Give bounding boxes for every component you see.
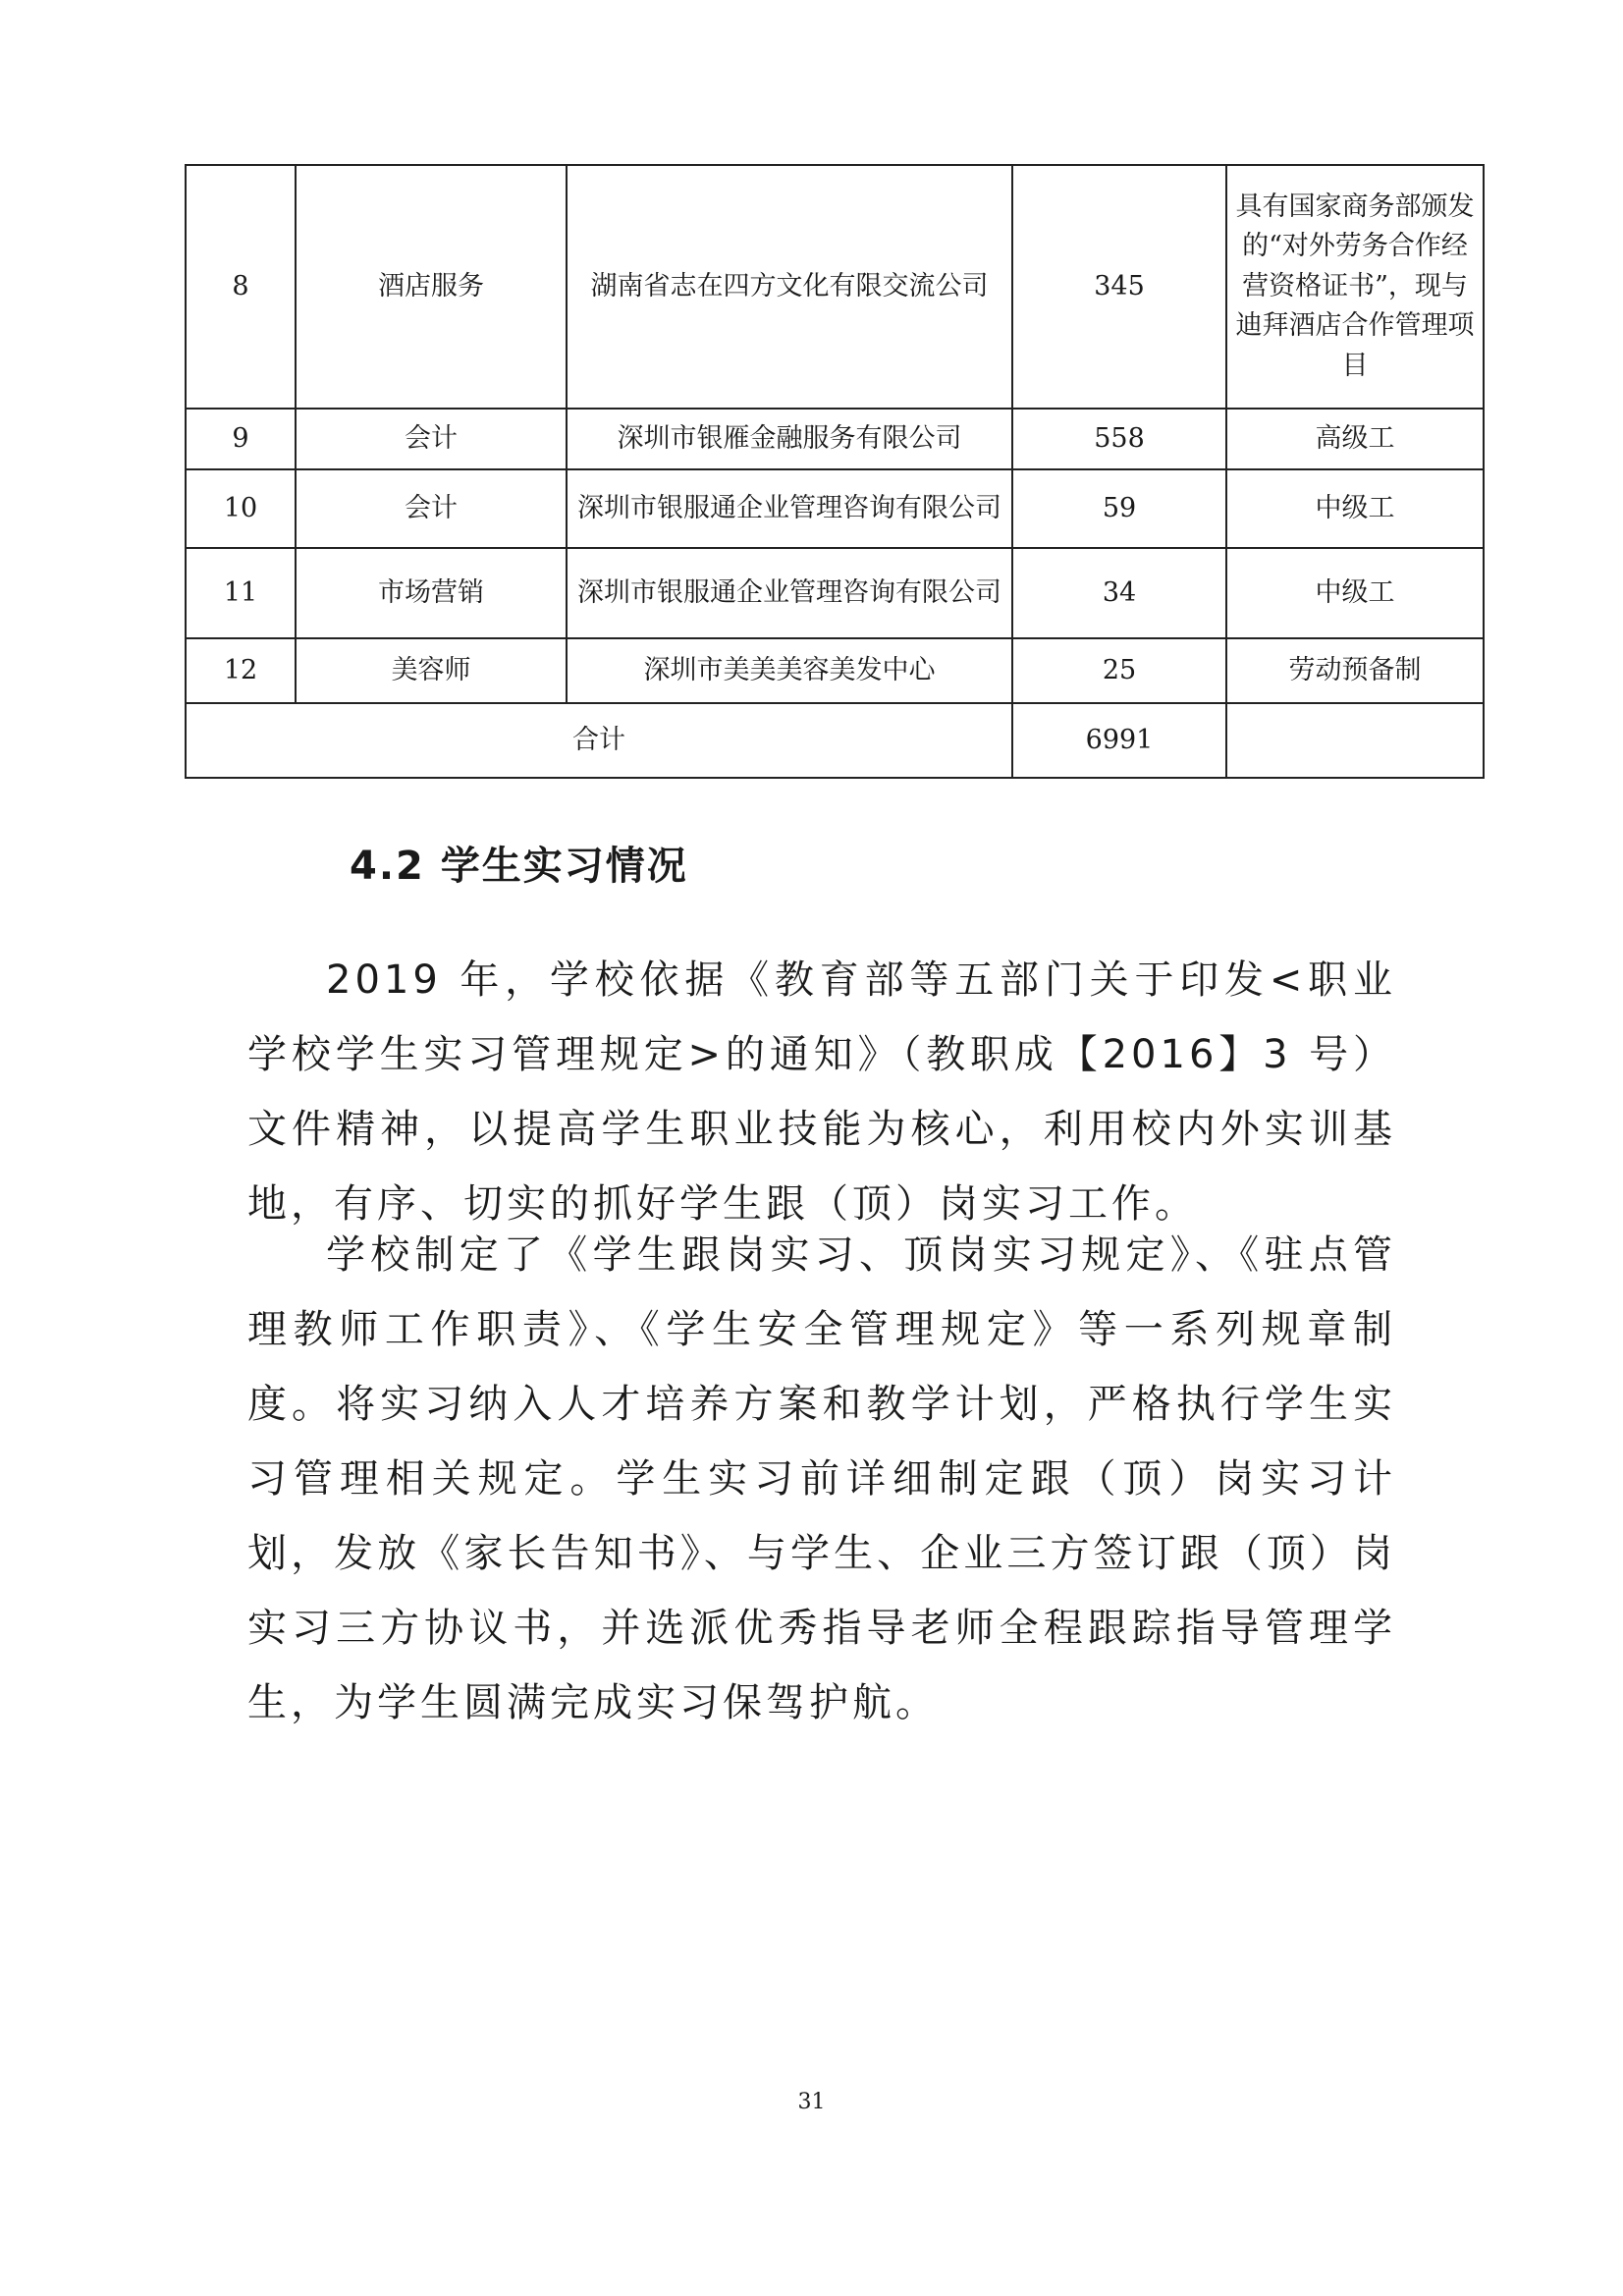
row-remark: 具有国家商务部颁发的“对外劳务合作经营资格证书”，现与迪拜酒店合作管理项目 bbox=[1226, 165, 1484, 409]
row-major: 会计 bbox=[296, 409, 567, 469]
row-company: 深圳市美美美容美发中心 bbox=[567, 638, 1012, 703]
table-row bbox=[186, 548, 1484, 638]
row-major: 市场营销 bbox=[296, 548, 567, 638]
row-major: 会计 bbox=[296, 469, 567, 548]
table-row bbox=[186, 165, 1484, 409]
row-count: 59 bbox=[1012, 469, 1226, 548]
total-label: 合计 bbox=[186, 703, 1012, 778]
row-remark: 劳动预备制 bbox=[1226, 638, 1484, 703]
total-count: 6991 bbox=[1012, 703, 1226, 778]
table-row bbox=[186, 638, 1484, 703]
table-row bbox=[186, 469, 1484, 548]
row-company: 湖南省志在四方文化有限交流公司 bbox=[567, 165, 1012, 409]
row-number: 10 bbox=[186, 469, 296, 548]
row-remark: 中级工 bbox=[1226, 469, 1484, 548]
row-count: 25 bbox=[1012, 638, 1226, 703]
section-heading: 4.2 学生实习情况 bbox=[350, 844, 688, 889]
row-number: 12 bbox=[186, 638, 296, 703]
paragraph-1: 2019 年，学校依据《教育部等五部门关于印发<职业学校学生实习管理规定>的通知》（教职成【2016】3 号）文件精神，以提高学生职业技能为核心，利用校内外实训基地，有序、切实的抓好学生跟（顶）岗实习工作。 bbox=[247, 957, 1396, 1227]
page-number: 31 bbox=[797, 2090, 826, 2114]
row-remark: 高级工 bbox=[1226, 409, 1484, 469]
row-number: 11 bbox=[186, 548, 296, 638]
row-remark: 中级工 bbox=[1226, 548, 1484, 638]
row-count: 558 bbox=[1012, 409, 1226, 469]
placement-table bbox=[185, 164, 1485, 779]
paragraph-2: 学校制定了《学生跟岗实习、顶岗实习规定》、《驻点管理教师工作职责》、《学生安全管理规定》等一系列规章制度。将实习纳入人才培养方案和教学计划，严格执行学生实习管理相关规定。学生实习前详细制定跟（顶）岗实习计划，发放《家长告知书》、与学生、企业三方签订跟（顶）岗实习三方协议书，并选派优秀指导老师全程跟踪指导管理学生，为学生圆满完成实习保驾护航。 bbox=[247, 1232, 1396, 1725]
row-company: 深圳市银雁金融服务有限公司 bbox=[567, 409, 1012, 469]
table-total-row bbox=[186, 703, 1484, 778]
row-major: 美容师 bbox=[296, 638, 567, 703]
row-number: 9 bbox=[186, 409, 296, 469]
row-major: 酒店服务 bbox=[296, 165, 567, 409]
row-number: 8 bbox=[186, 165, 296, 409]
row-count: 34 bbox=[1012, 548, 1226, 638]
total-remark bbox=[1226, 703, 1484, 778]
row-company: 深圳市银服通企业管理咨询有限公司 bbox=[567, 469, 1012, 548]
table-row bbox=[186, 409, 1484, 469]
row-count: 345 bbox=[1012, 165, 1226, 409]
row-company: 深圳市银服通企业管理咨询有限公司 bbox=[567, 548, 1012, 638]
